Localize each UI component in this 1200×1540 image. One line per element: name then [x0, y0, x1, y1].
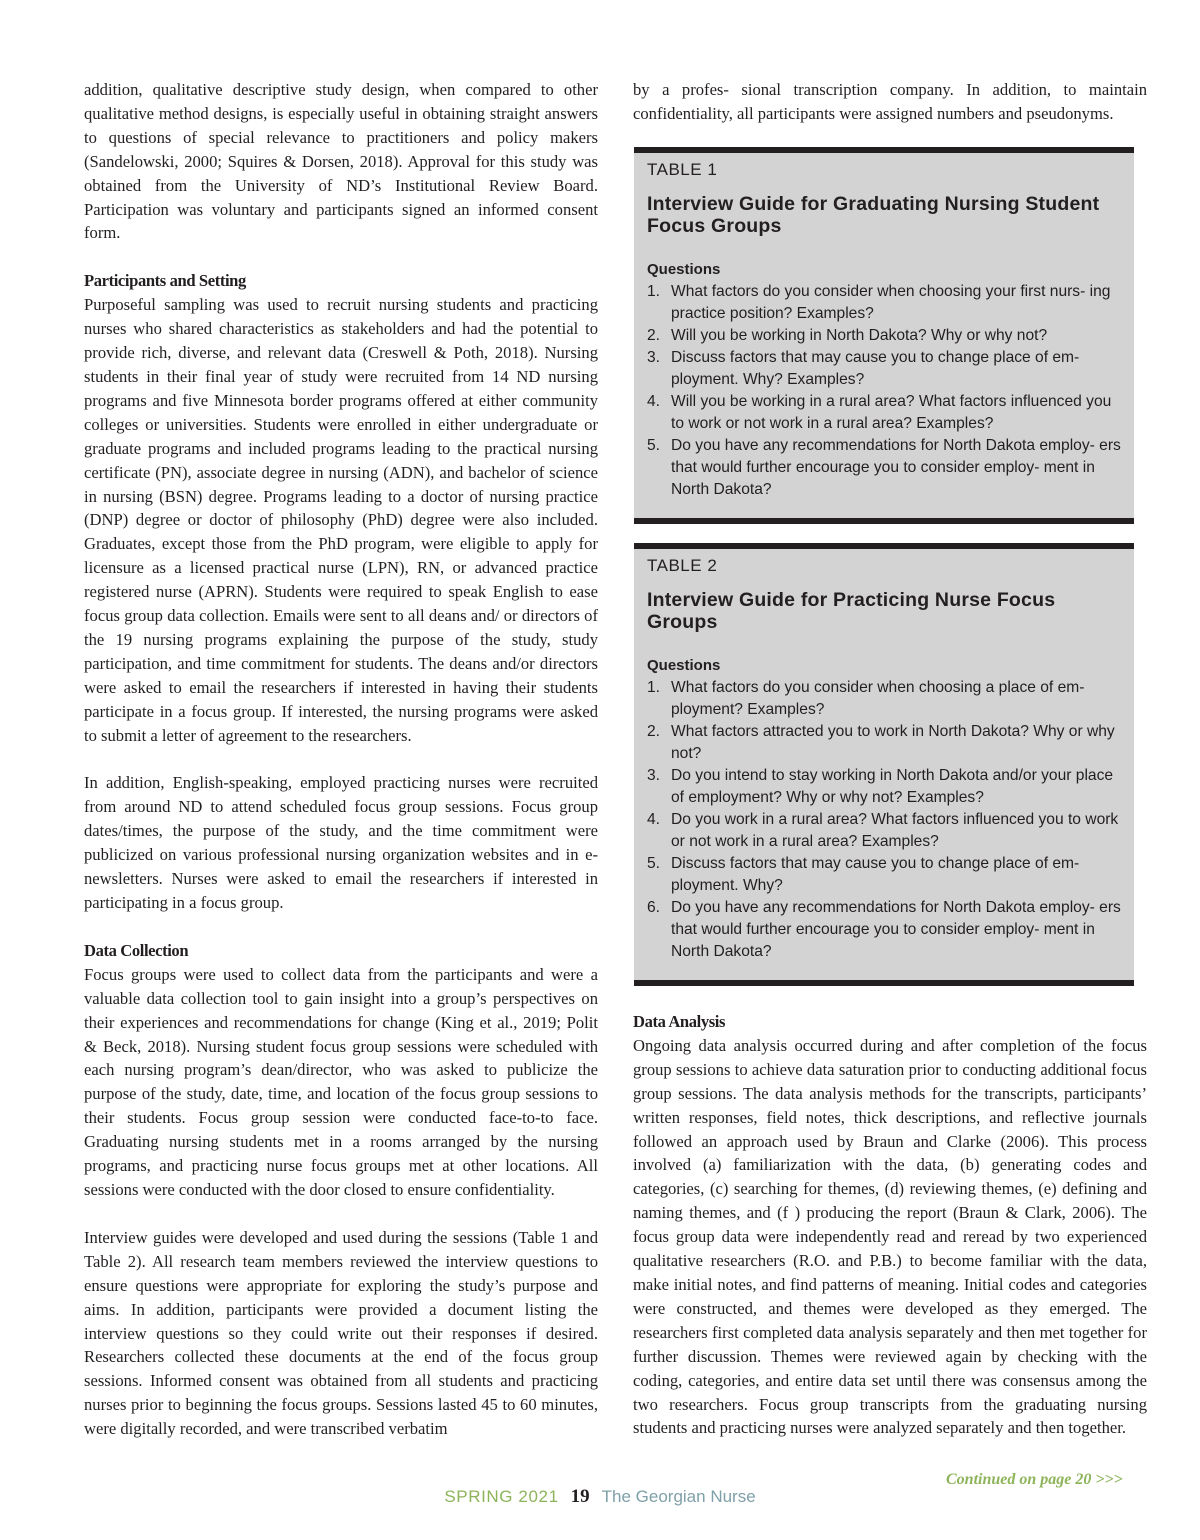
participants-heading: Participants and Setting: [84, 271, 246, 291]
footer-page-number: 19: [570, 1486, 590, 1507]
data-collection-paragraph-1: Focus groups were used to collect data from the participants and were a valuable data collection tool to gain insight into a group’s perspectives on their experiences and recommendations for change (King et al., 2019; Polit & Beck, 2018). Nursing student focus group sessions were scheduled with each nursing program’s dean/director, who was asked to publicize the purpose of the study, date, time, and location of the focus group sessions to their students. Focus group session were conducted face-to-to face. Graduating nursing students met in a rooms arranged by the nursing programs, and practicing nurse focus groups met at other locations. All sessions were conducted with the door closed to ensure confidentiality.: [84, 964, 598, 1199]
table-1-label: TABLE 1: [647, 160, 718, 179]
list-item: 6. Do you have any recommendations for North Dakota employ- ers that would further encourage you to consider employ- ment in North Dakota?: [647, 899, 1121, 960]
list-item: 5. Do you have any recommendations for North Dakota employ- ers that would further encourage you to consider employ- ment in North Dakota?: [647, 437, 1121, 498]
left-column: [84, 78, 598, 1441]
list-item: 2. Will you be working in North Dakota? Why or why not?: [647, 327, 1048, 344]
list-item: 1. What factors do you consider when choosing your first nurs- ing practice position? Examples?: [647, 283, 1111, 322]
table-1-questions-header: Questions: [647, 261, 721, 278]
table-2: [634, 543, 1134, 986]
table-2-label: TABLE 2: [647, 556, 718, 575]
data-analysis-heading: Data Analysis: [633, 1012, 726, 1031]
list-item: 1. What factors do you consider when choosing a place of em- ployment? Examples?: [647, 679, 1085, 718]
continued-link[interactable]: Continued on page 20 >>>: [946, 1471, 1123, 1488]
table-1: [634, 147, 1134, 524]
list-item: 3. Do you intend to stay working in North Dakota and/or your place of employment? Why or why not? Examples?: [647, 767, 1114, 806]
continued-paragraph: by a profes- sional transcription company. In addition, to maintain confidentiality, all participants were assigned numbers and pseudonyms.: [633, 80, 1147, 123]
table-2-question-list: [647, 677, 1126, 963]
intro-paragraph: addition, qualitative descriptive study design, when compared to other qualitative method designs, is especially useful in obtaining straight answers to questions of special relevance to practitioners and policy makers (Sandelowski, 2000; Squires & Dorsen, 2018). Approval for this study was obtained from the University of ND’s Institutional Review Board. Participation was voluntary and participants signed an informed consent form.: [84, 80, 598, 243]
footer-journal: The Georgian Nurse: [601, 1487, 756, 1506]
right-column-top: [633, 78, 1147, 126]
data-collection-paragraph-2: Interview guides were developed and used during the sessions (Table 1 and Table 2). All research team members reviewed the interview questions to ensure questions were appropriate for exploring the study’s purpose and aims. In addition, participants were provided a document listing the interview questions so they could write out their responses if desired. Researchers collected these documents at the end of the focus group sessions. Informed consent was obtained from all students and practicing nurses prior to beginning the focus groups. Sessions lasted 45 to 60 minutes, were digitally recorded, and were transcribed verbatim: [84, 1227, 598, 1439]
list-item: 5. Discuss factors that may cause you to change place of em- ployment. Why?: [647, 855, 1080, 894]
list-item: 2. What factors attracted you to work in North Dakota? Why or why not?: [647, 723, 1115, 762]
table-2-title: Interview Guide for Practicing Nurse Focus Groups: [647, 589, 1056, 633]
list-item: 3. Discuss factors that may cause you to change place of em- ployment. Why? Examples?: [647, 349, 1080, 388]
page-footer: [0, 1486, 1200, 1508]
list-item: 4. Do you work in a rural area? What factors influenced you to work or not work in a rural area? Examples?: [647, 811, 1119, 850]
table-2-questions-header: Questions: [647, 657, 721, 674]
participants-paragraph-2: In addition, English-speaking, employed practicing nurses were recruited from around ND to attend scheduled focus group sessions. Focus group dates/times, the purpose of the study, and the time commitment were publicized on various professional nursing organization websites and in e-newsletters. Nurses were asked to email the researchers if interested in participating in a focus group.: [84, 773, 598, 912]
data-analysis-paragraph: Ongoing data analysis occurred during and after completion of the focus group sessions to achieve data saturation prior to conducting additional focus group sessions. The data analysis methods for the transcripts, participants’ written responses, field notes, thick descriptions, and reflective journals followed an approach used by Braun and Clarke (2006). This process involved (a) familiarization with the data, (b) generating codes and categories, (c) searching for themes, (d) reviewing themes, (e) defining and naming themes, and (f ) producing the report (Braun & Clark, 2006). The focus group data were independently read and reread by two experienced qualitative researchers (R.O. and P.B.) to become familiar with the data, make initial notes, and find patterns of meaning. Initial codes and categories were constructed, and themes were developed as they emerged. The researchers first completed data analysis separately and then met together for further discussion. Themes were reviewed again by checking with the coding, categories, and entire data set until there was consensus among the two researchers. Focus group transcripts from the graduating nursing students and practicing nurses were analyzed separately and then together.: [633, 1035, 1147, 1438]
footer-issue: SPRING 2021: [444, 1487, 559, 1506]
list-item: 4. Will you be working in a rural area? What factors influenced you to work or not work in a rural area? Examples?: [647, 393, 1112, 432]
data-collection-heading: Data Collection: [84, 940, 189, 960]
table-1-title: Interview Guide for Graduating Nursing Student Focus Groups: [647, 193, 1100, 237]
table-1-question-list: [647, 281, 1126, 501]
right-column-bottom: [633, 1010, 1147, 1440]
participants-paragraph-1: Purposeful sampling was used to recruit nursing students and practicing nurses who shared characteristics as stakeholders and had the potential to provide rich, diverse, and relevant data (Creswell & Poth, 2018). Nursing students in their final year of study were recruited from 14 ND nursing programs and five Minnesota border programs offered at either community colleges or universities. Students were enrolled in either undergraduate or graduate programs and included programs leading to the practical nursing certificate (PN), associate degree in nursing (ADN), and bachelor of science in nursing (BSN) degree. Programs leading to a doctor of nursing practice (DNP) degree or doctor of philosophy (PhD) degree were also included. Graduates, except those from the PhD program, were eligible to apply for licensure as a licensed practical nurse (LPN), RN, or advanced practice registered nurse (APRN). Students were required to speak English to ease focus group data collection. Emails were sent to all deans and/ or directors of the 19 nursing programs explaining the purpose of the study, study participation, and time commitment for students. The deans and/or directors were asked to email the researchers if interested in having their students participate in a focus group. If interested, the nursing programs were asked to submit a letter of agreement to the researchers.: [84, 295, 598, 745]
